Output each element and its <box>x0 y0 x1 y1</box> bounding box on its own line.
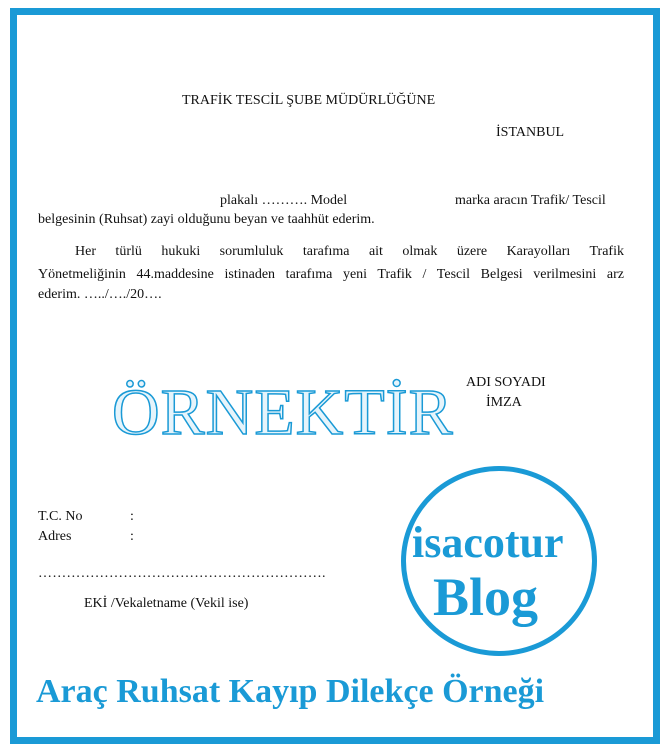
request-line-3-date: ederim. …../…./20…. <box>38 287 162 302</box>
request-line-2: Yönetmeliğinin 44.maddesine istinaden tarafıma yeni Trafik / Tescil Belgesi verilmesini arz <box>38 267 624 282</box>
tc-colon: : <box>130 509 134 524</box>
sample-watermark: ÖRNEKTİR <box>112 376 454 449</box>
declaration-text: belgesinin (Ruhsat) zayi olduğunu beyan ve taahhüt ederim. <box>38 212 375 227</box>
request-line-1: Her türlü hukuki sorumluluk tarafıma ait olmak üzere Karayolları Trafik <box>75 244 624 259</box>
tc-label: T.C. No <box>38 509 83 524</box>
attachment-text: EKİ /Vekaletname (Vekil ise) <box>84 596 249 611</box>
caption-title: Araç Ruhsat Kayıp Dilekçe Örneği <box>36 673 545 710</box>
stamp-text-isacotur: isacotur <box>412 518 564 567</box>
stamp-text-blog: Blog <box>433 567 539 627</box>
signature-label: İMZA <box>486 395 522 410</box>
brand-text: marka aracın Trafik/ Tescil <box>455 193 606 208</box>
address-colon: : <box>130 529 134 544</box>
plate-model-text: plakalı ………. Model <box>220 193 348 208</box>
addressee-heading: TRAFİK TESCİL ŞUBE MÜDÜRLÜĞÜNE <box>182 93 436 108</box>
name-label: ADI SOYADI <box>466 375 546 390</box>
address-label: Adres <box>38 529 72 544</box>
dotted-line: ……………………………………………………. <box>38 566 326 581</box>
city: İSTANBUL <box>496 125 565 140</box>
